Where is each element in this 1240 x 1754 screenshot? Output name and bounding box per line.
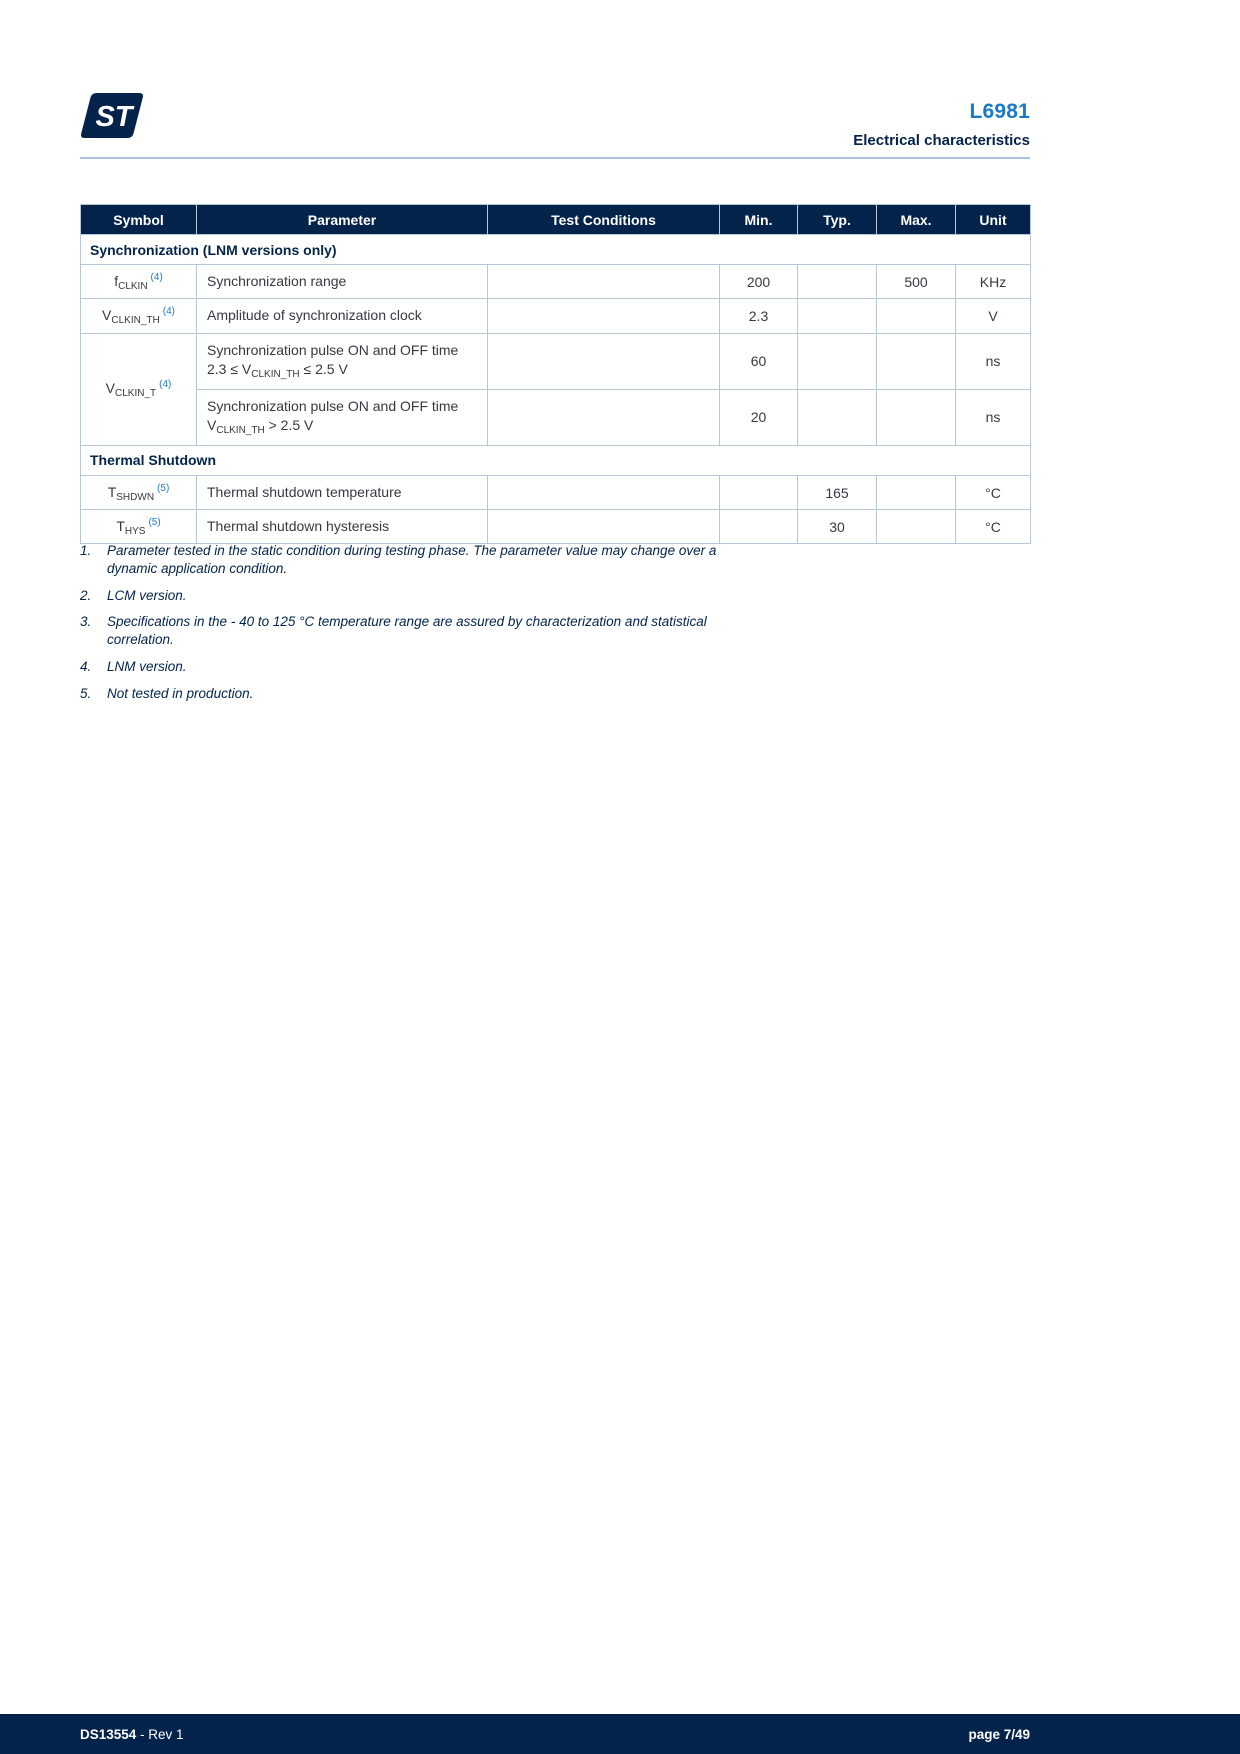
table-row xyxy=(81,299,1031,333)
symbol-cell xyxy=(81,333,197,445)
column-header-max: Max. xyxy=(877,205,956,235)
symbol-cell xyxy=(81,510,197,544)
chapter-title: Electrical characteristics xyxy=(853,132,1030,149)
symbol-cell xyxy=(81,299,197,333)
inline-subscript: CLKIN_TH xyxy=(251,368,300,380)
electrical-characteristics-table xyxy=(80,204,1031,544)
footnote xyxy=(80,542,840,578)
st-logo-text: ST xyxy=(95,101,133,133)
footnote-ref: (4) xyxy=(159,379,172,391)
footnote-number: 5. xyxy=(80,685,92,701)
typ-cell xyxy=(798,299,877,333)
table-section-title: Thermal Shutdown xyxy=(81,445,1031,475)
table-head xyxy=(81,205,1031,235)
column-header-testconditions: Test Conditions xyxy=(488,205,720,235)
symbol-subscript: HYS xyxy=(124,525,146,537)
symbol-cell xyxy=(81,265,197,299)
symbol-base: T xyxy=(116,517,125,534)
symbol-base: f xyxy=(114,272,119,289)
parameter-cell: Synchronization pulse ON and OFF time $2.3 \le V_{CLKIN\_TH} \le 2.5$ V xyxy=(197,333,488,389)
max-cell xyxy=(877,475,956,509)
doc-revision: - Rev 1 xyxy=(136,1726,184,1742)
unit-cell: ns xyxy=(956,333,1031,389)
parameter-cell: Thermal shutdown hysteresis xyxy=(197,510,488,544)
footnote-number: 1. xyxy=(80,543,92,558)
footnote-number: 4. xyxy=(80,659,92,675)
column-header-min: Min. xyxy=(720,205,798,235)
symbol-subscript: CLKIN_TH xyxy=(111,314,160,326)
header-divider xyxy=(80,157,1030,159)
parameter-cell: Amplitude of synchronization clock xyxy=(197,299,488,333)
column-header-symbol: Symbol xyxy=(81,205,197,235)
table-body xyxy=(81,235,1031,544)
table-container xyxy=(80,204,1030,544)
footnote-text: Specifications in the - 40 to 125 °C temperature range are assured by characterization and statistical correlation. xyxy=(107,614,707,648)
max-cell xyxy=(877,299,956,333)
typ-cell: 30 xyxy=(798,510,877,544)
min-cell xyxy=(720,475,798,509)
test-conditions-cell xyxy=(488,299,720,333)
column-header-parameter: Parameter xyxy=(197,205,488,235)
symbol-base: V xyxy=(105,380,115,397)
min-cell: 20 xyxy=(720,389,798,445)
symbol-base: V xyxy=(102,306,112,323)
table-row xyxy=(81,475,1031,509)
min-cell: 2.3 xyxy=(720,299,798,333)
test-conditions-cell xyxy=(488,389,720,445)
footnote xyxy=(80,658,840,676)
symbol-subscript: SHDWN xyxy=(116,491,155,503)
max-cell xyxy=(877,389,956,445)
max-cell: 500 xyxy=(877,265,956,299)
footnote-number: 3. xyxy=(80,614,92,630)
min-cell xyxy=(720,510,798,544)
product-title: L6981 xyxy=(969,100,1030,123)
footnote-text: Not tested in production. xyxy=(107,685,254,701)
table-row xyxy=(81,265,1031,299)
footnote-text: LCM version. xyxy=(107,587,187,603)
typ-cell xyxy=(798,389,877,445)
footnote-ref: (4) xyxy=(162,305,175,317)
footnote xyxy=(80,587,840,605)
table-section-title: Synchronization (LNM versions only) xyxy=(81,235,1031,265)
page-number: page 7/49 xyxy=(968,1726,1030,1742)
typ-cell xyxy=(798,333,877,389)
table-row xyxy=(81,333,1031,389)
typ-cell: 165 xyxy=(798,475,877,509)
doc-number: DS13554 xyxy=(80,1726,137,1742)
min-cell: 60 xyxy=(720,333,798,389)
unit-cell: °C xyxy=(956,475,1031,509)
table-header-row xyxy=(81,205,1031,235)
parameter-cell: Thermal shutdown temperature xyxy=(197,475,488,509)
footnote-text: LNM version. xyxy=(107,659,187,675)
unit-cell: ns xyxy=(956,389,1031,445)
footnote-number: 2. xyxy=(80,587,92,603)
column-header-typ: Typ. xyxy=(798,205,877,235)
footnote xyxy=(80,685,840,703)
symbol-subscript: CLKIN_T xyxy=(114,388,157,400)
table-row xyxy=(81,389,1031,445)
symbol-base: T xyxy=(107,483,117,500)
max-cell xyxy=(877,510,956,544)
min-cell: 200 xyxy=(720,265,798,299)
typ-cell xyxy=(798,265,877,299)
doc-reference xyxy=(80,1727,184,1742)
page-header xyxy=(853,100,1030,149)
test-conditions-cell xyxy=(488,333,720,389)
st-logo-icon xyxy=(80,92,144,139)
footnotes-list xyxy=(80,542,840,712)
symbol-subscript: CLKIN xyxy=(118,280,148,292)
test-conditions-cell xyxy=(488,265,720,299)
inline-subscript: CLKIN_TH xyxy=(216,425,265,437)
footnote xyxy=(80,613,840,649)
footnote-ref: (5) xyxy=(157,482,170,494)
footnote-ref: (5) xyxy=(148,516,161,528)
table-section-row xyxy=(81,235,1031,265)
table-row xyxy=(81,510,1031,544)
column-header-unit: Unit xyxy=(956,205,1031,235)
parameter-cell: Synchronization pulse ON and OFF time $V_{CLKIN\_TH} > 2.5$ V xyxy=(197,389,488,445)
max-cell xyxy=(877,333,956,389)
page-footer xyxy=(0,1714,1240,1754)
unit-cell: °C xyxy=(956,510,1031,544)
table-section-row xyxy=(81,445,1031,475)
unit-cell: V xyxy=(956,299,1031,333)
test-conditions-cell xyxy=(488,510,720,544)
unit-cell: KHz xyxy=(956,265,1031,299)
footnote-text: Parameter tested in the static condition during testing phase. The parameter value may change over a dynamic application condition. xyxy=(107,543,717,576)
test-conditions-cell xyxy=(488,475,720,509)
symbol-cell xyxy=(81,475,197,509)
footnote-ref: (4) xyxy=(150,271,163,283)
parameter-cell: Synchronization range xyxy=(197,265,488,299)
